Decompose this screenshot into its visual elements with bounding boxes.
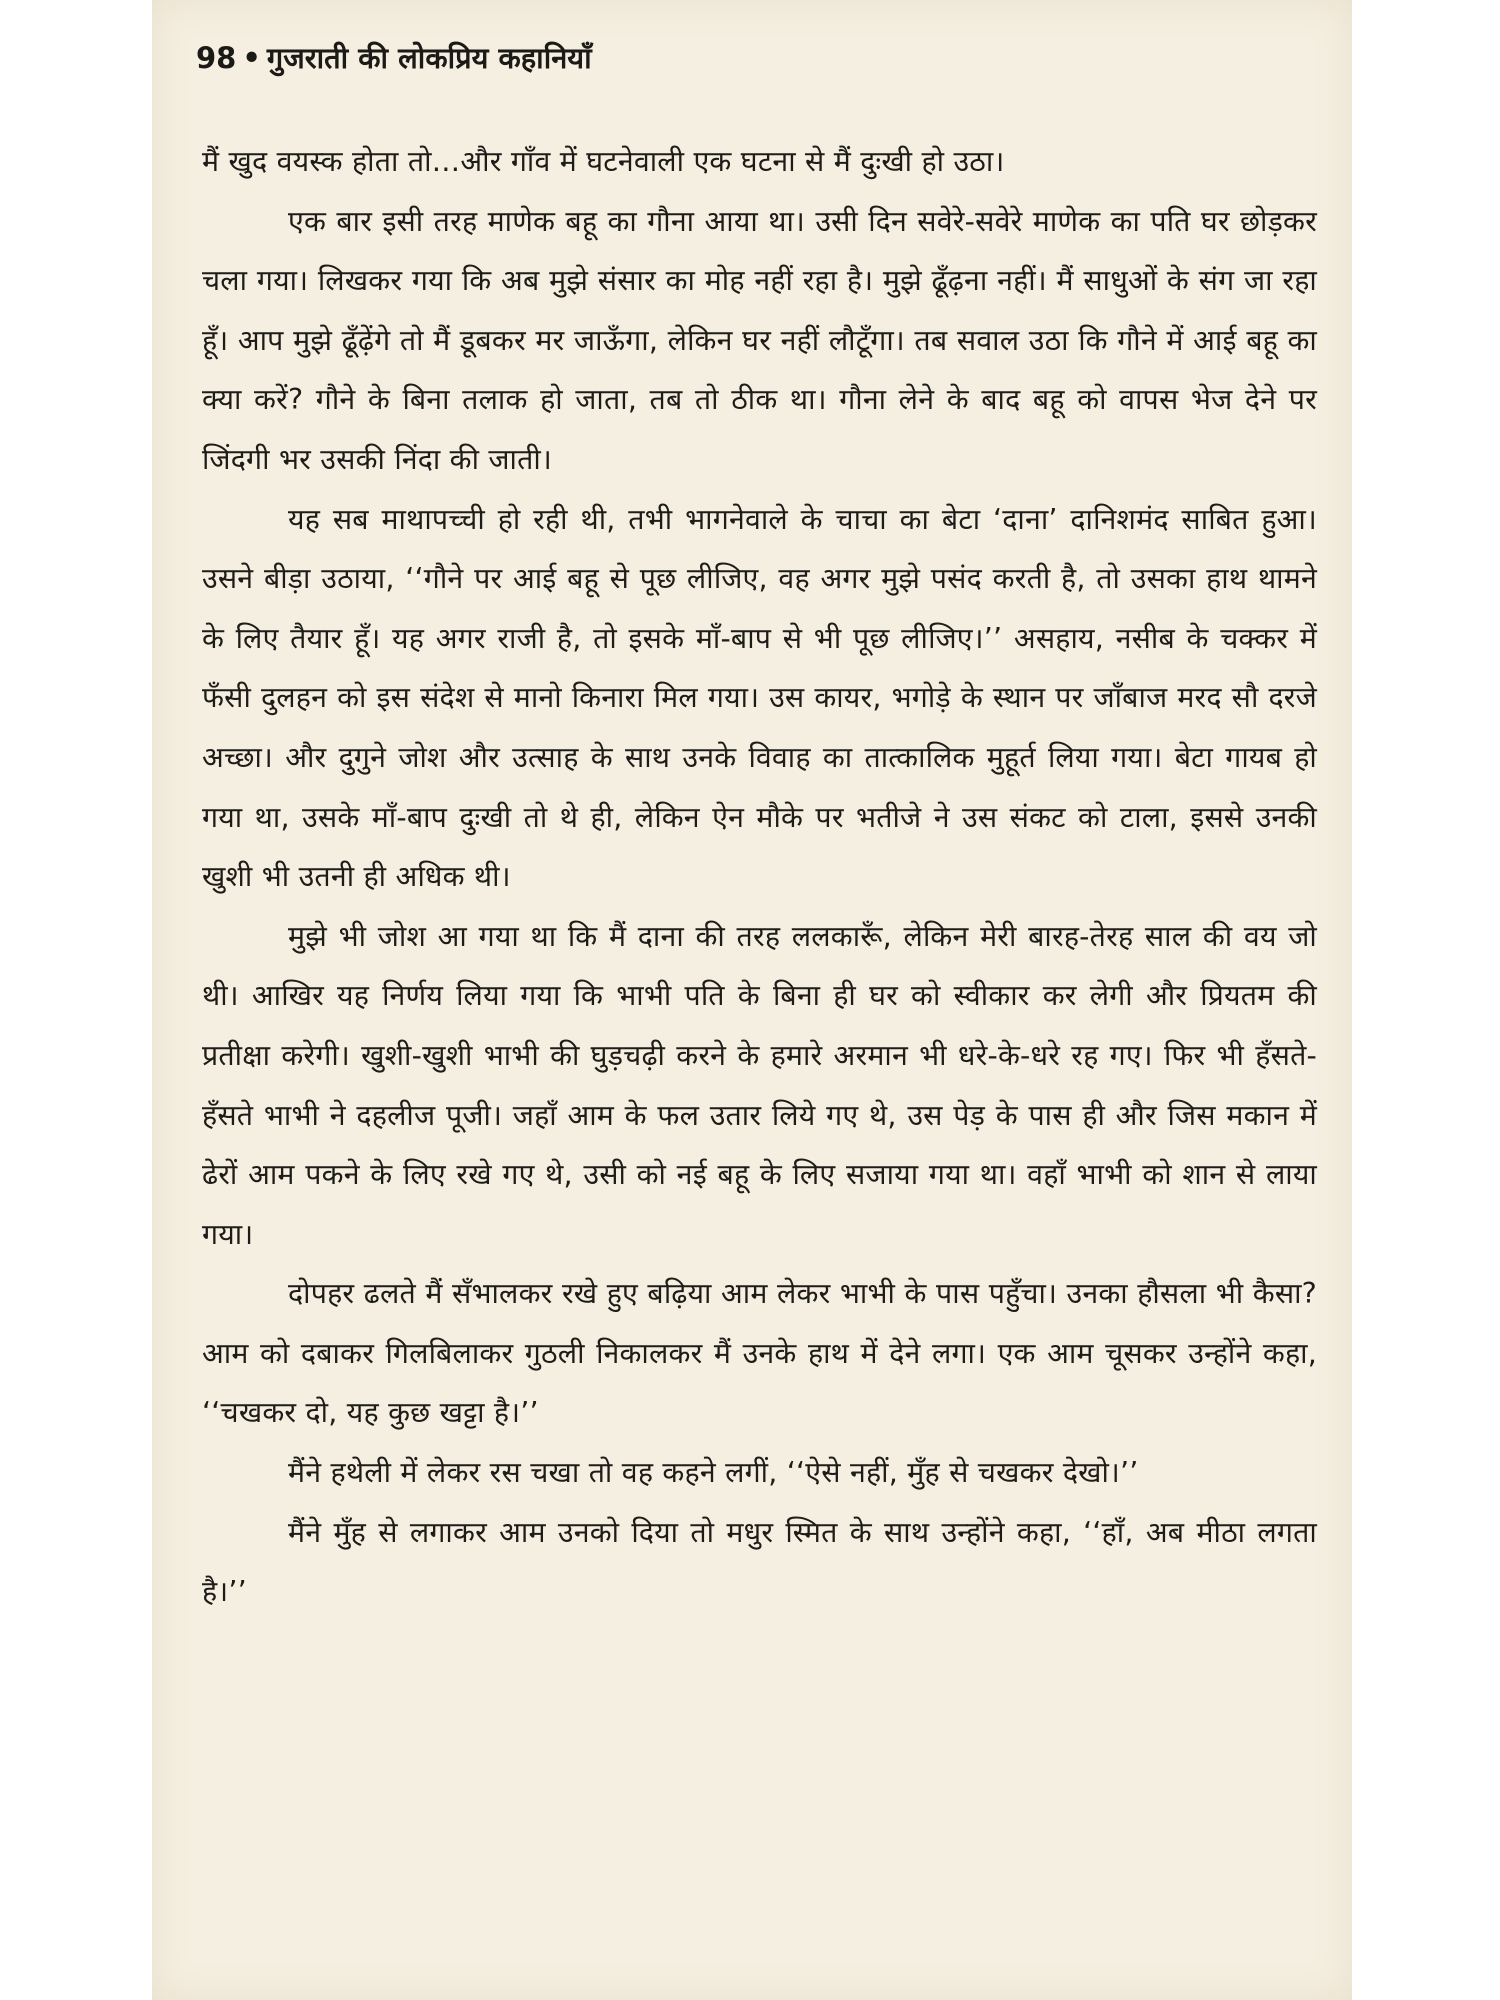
paragraph-5: दोपहर ढलते मैं सँभालकर रखे हुए बढ़िया आम लेकर भाभी के पास पहुँचा। उनका हौसला भी कैसा? आम को दबाकर गिलबिलाकर गुठली निकालकर मैं उनके हाथ में देने लगा। एक आम चूसकर उन्होंने कहा, ‘‘चखकर दो, यह कुछ खट्टा है।’’ xyxy=(202,1277,1317,1430)
book-title: गुजराती की लोकप्रिय कहानियाँ xyxy=(266,41,592,75)
paragraph-4: मुझे भी जोश आ गया था कि मैं दाना की तरह ललकारूँ, लेकिन मेरी बारह-तेरह साल की वय जो थी। आखिर यह निर्णय लिया गया कि भाभी पति के बिना ही घर को स्वीकार कर लेगी और प्रियतम की प्रतीक्षा करेगी। खुशी-खुशी भाभी की घुड़चढ़ी करने के हमारे अरमान भी धरे-के-धरे रह गए। फिर भी हँसते-हँसते भाभी ने दहलीज पूजी। जहाँ आम के फल उतार लिये गए थे, उस पेड़ के पास ही और जिस मकान में ढेरों आम पकने के लिए रखे गए थे, उसी को नई बहू के लिए सजाया गया था। वहाँ भाभी को शान से लाया गया। xyxy=(202,919,1317,1251)
book-page xyxy=(152,0,1352,2000)
paragraph-7: मैंने मुँह से लगाकर आम उनको दिया तो मधुर स्मित के साथ उन्होंने कहा, ‘‘हाँ, अब मीठा लगता है।’’ xyxy=(202,1515,1317,1609)
header-separator: • xyxy=(242,41,261,75)
paragraph-1: मैं खुद वयस्क होता तो…और गाँव में घटनेवाली एक घटना से मैं दुःखी हो उठा। xyxy=(202,145,1005,178)
running-header xyxy=(196,38,592,77)
paragraph-3: यह सब माथापच्ची हो रही थी, तभी भागनेवाले के चाचा का बेटा ‘दाना’ दानिशमंद साबित हुआ। उसने बीड़ा उठाया, ‘‘गौने पर आई बहू से पूछ लीजिए, वह अगर मुझे पसंद करती है, तो उसका हाथ थामने के लिए तैयार हूँ। यह अगर राजी है, तो इसके माँ-बाप से भी पूछ लीजिए।’’ असहाय, नसीब के चक्कर में फँसी दुलहन को इस संदेश से मानो किनारा मिल गया। उस कायर, भगोड़े के स्थान पर जाँबाज मरद सौ दरजे अच्छा। और दुगुने जोश और उत्साह के साथ उनके विवाह का तात्कालिक मुहूर्त लिया गया। बेटा गायब हो गया था, उसके माँ-बाप दुःखी तो थे ही, लेकिन ऐन मौके पर भतीजे ने उस संकट को टाला, इससे उनकी खुशी भी उतनी ही अधिक थी। xyxy=(202,502,1317,894)
page-number: 98 xyxy=(196,41,237,75)
body-text xyxy=(202,132,1317,1622)
paragraph-2: एक बार इसी तरह माणेक बहू का गौना आया था। उसी दिन सवेरे-सवेरे माणेक का पति घर छोड़कर चला गया। लिखकर गया कि अब मुझे संसार का मोह नहीं रहा है। मुझे ढूँढ़ना नहीं। मैं साधुओं के संग जा रहा हूँ। आप मुझे ढूँढ़ेंगे तो मैं डूबकर मर जाऊँगा, लेकिन घर नहीं लौटूँगा। तब सवाल उठा कि गौने में आई बहू का क्या करें? गौने के बिना तलाक हो जाता, तब तो ठीक था। गौना लेने के बाद बहू को वापस भेज देने पर जिंदगी भर उसकी निंदा की जाती। xyxy=(202,204,1317,476)
paragraph-6: मैंने हथेली में लेकर रस चखा तो वह कहने लगीं, ‘‘ऐसे नहीं, मुँह से चखकर देखो।’’ xyxy=(288,1456,1139,1490)
